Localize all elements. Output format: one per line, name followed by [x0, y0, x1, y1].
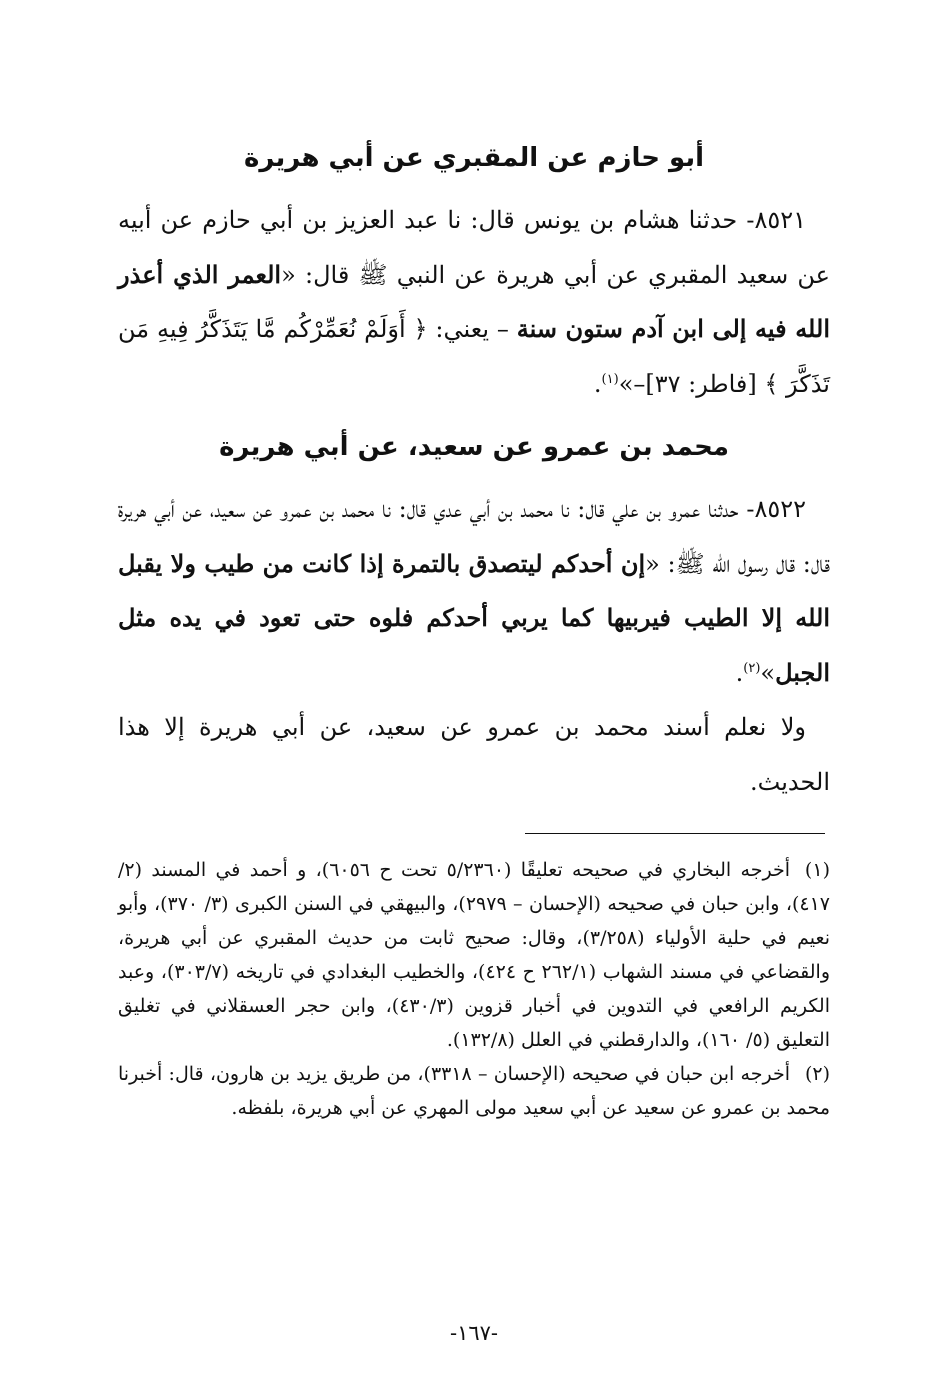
sentence-end: .	[593, 369, 602, 398]
author-note-text: ولا نعلم أسند محمد بن عمرو عن سعيد، عن أبي هريرة إلا هذا الحديث.	[118, 713, 830, 796]
footnote-separator	[525, 833, 825, 834]
author-note	[118, 700, 830, 809]
footnote-number: (١)	[804, 859, 830, 881]
hadith-paragraph	[118, 193, 830, 411]
hadith-text-bold: العمر الذي أعذر الله فيه إلى ابن آدم ستون سنة	[118, 259, 830, 343]
hadith-8522	[118, 482, 830, 809]
page-number: -١٦٧-	[449, 1321, 499, 1345]
hadith-text-after: – يعني: ﴿ أَوَلَمْ نُعَمِّرْكُم مَّا يَتَذَكَّرُ فِيهِ مَن تَذَكَّرَ ﴾ [فاطر: ٣٧]–»	[118, 315, 830, 398]
footnote-ref-1[interactable]: (١)	[601, 371, 619, 387]
hadith-text-after: »	[760, 658, 776, 687]
footnotes	[118, 853, 830, 1125]
section-heading-2: محمد بن عمرو عن سعيد، عن أبي هريرة	[219, 432, 729, 462]
footnote-2	[118, 1057, 830, 1125]
hadith-number: ٨٥٢٢-	[746, 495, 806, 523]
footnote-text: أخرجه البخاري في صحيحه تعليقًا (٥/٢٣٦٠ تحت ح ٦٠٥٦)، و أحمد في المسند (٢/ ٤١٧)، وابن حبان في صحيحه (الإحسان – ٢٩٧٩)، والبيهقي في السنن الكبرى (٣/ ٣٧٠)، وأبو نعيم في حلية الأولياء (٣/٢٥٨)، وقال: صحيح ثابت من حديث المقبري عن أبي هريرة، والقضاعي في مسند الشهاب (٢٦٢/١ ح ٤٢٤)، والخطيب البغدادي في تاريخه (٣٠٣/٧)، وعبد الكريم الرافعي في التدوين في أخبار قزوين (٤٣٠/٣)، وابن حجر العسقلاني في تغليق التعليق (٥/ ١٦٠)، والدارقطني في العلل (١٣٢/٨).	[118, 859, 831, 1051]
footnote-text: أخرجه ابن حبان في صحيحه (الإحسان – ٣٣١٨)، من طريق يزيد بن هارون، قال: أخبرنا محمد بن عمرو عن سعيد عن أبي سعيد مولى المهري عن أبي هريرة، بلفظه.	[118, 1063, 830, 1119]
footnote-1	[118, 853, 830, 1057]
hadith-text-bold: إن أحدكم ليتصدق بالتمرة إذا كانت من طيب ولا يقبل الله إلا الطيب فيربيها كما يربي أحدكم فلوه حتى تعود في يده مثل الجبل	[118, 548, 830, 687]
hadith-paragraph	[118, 482, 830, 700]
footnote-number: (٢)	[804, 1063, 830, 1085]
sentence-end: .	[735, 658, 744, 687]
hadith-chain: حدثنا عمرو بن علي قال: نا محمد بن أبي عدي قال: نا محمد بن عمرو عن سعيد، عن أبي هريرة قال: قال رسول الله ﷺ: «	[118, 495, 830, 578]
hadith-8521	[118, 193, 830, 411]
hadith-number: ٨٥٢١-	[746, 206, 806, 234]
footnote-ref-2[interactable]: (٢)	[743, 660, 761, 676]
section-heading-1: أبو حازم عن المقبري عن أبي هريرة	[243, 143, 705, 173]
hadith-chain: حدثنا هشام بن يونس قال: نا عبد العزيز بن أبي حازم عن أبيه عن سعيد المقبري عن أبي هريرة عن النبي ﷺ قال: «	[118, 206, 830, 289]
